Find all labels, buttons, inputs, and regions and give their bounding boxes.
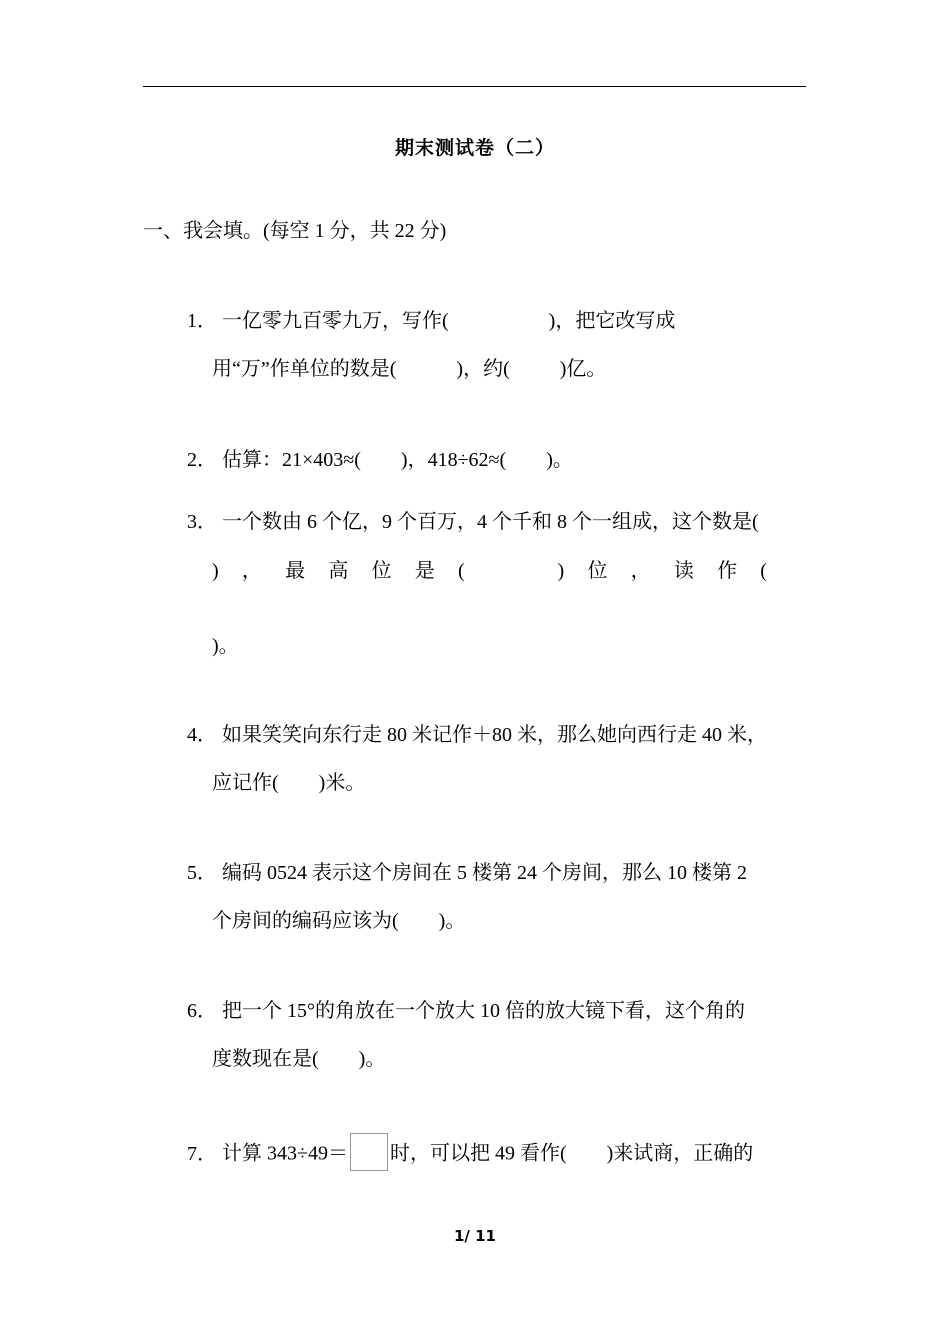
question-3-end: )。 xyxy=(212,635,239,657)
spread-token: 位 xyxy=(371,560,392,582)
question-3-continuation xyxy=(212,558,767,584)
page-number: 1/ 11 xyxy=(453,1227,496,1245)
question-5-continuation: 个房间的编码应该为( )。 xyxy=(212,910,466,932)
question-2 xyxy=(177,421,573,473)
question-7 xyxy=(177,1110,753,1174)
spread-token: 作 xyxy=(717,560,738,582)
question-number: 4． xyxy=(187,724,217,746)
question-number: 7． xyxy=(187,1142,217,1165)
top-rule xyxy=(143,86,806,87)
spread-token: 最 xyxy=(285,560,306,582)
spread-token: ) xyxy=(557,560,565,582)
question-text: 计算 343÷49＝ xyxy=(222,1142,348,1165)
spread-token: ( xyxy=(760,560,767,582)
answer-box[interactable] xyxy=(350,1133,388,1171)
question-number: 5． xyxy=(187,862,217,884)
question-6-continuation: 度数现在是( )。 xyxy=(212,1048,386,1070)
spread-token: ( xyxy=(457,560,465,582)
question-text: 一亿零九百零九万，写作( )，把它改写成 xyxy=(222,310,676,332)
question-text: 把一个 15°的角放在一个放大 10 倍的放大镜下看，这个角的 xyxy=(222,1000,745,1022)
question-text: 一个数由 6 个亿，9 个百万，4 个千和 8 个一组成，这个数是( xyxy=(222,511,759,533)
question-text: 时，可以把 49 看作( )来试商，正确的 xyxy=(389,1142,754,1165)
question-1-continuation: 用“万”作单位的数是( )，约( )亿。 xyxy=(212,358,607,380)
section-heading: 一、我会填。(每空 1 分，共 22 分) xyxy=(143,220,447,242)
page-title: 期末测试卷（二） xyxy=(394,137,555,159)
question-number: 6． xyxy=(187,1000,217,1022)
question-4 xyxy=(177,696,767,748)
spread-token: 是 xyxy=(414,560,435,582)
spread-token: 读 xyxy=(673,560,694,582)
question-text: 如果笑笑向东行走 80 米记作＋80 米，那么她向西行走 40 米， xyxy=(222,724,767,746)
spread-token: ， xyxy=(241,560,262,582)
spread-token: ， xyxy=(630,560,651,582)
question-3 xyxy=(177,483,759,535)
question-number: 1． xyxy=(187,310,217,332)
spread-token: 高 xyxy=(328,560,349,582)
spread-token: ) xyxy=(212,560,219,582)
question-text: 编码 0524 表示这个房间在 5 楼第 24 个房间，那么 10 楼第 2 xyxy=(222,862,747,884)
question-number: 2． xyxy=(187,449,217,471)
question-text: 估算：21×403≈( )，418÷62≈( )。 xyxy=(222,449,573,471)
question-1 xyxy=(177,282,675,334)
question-5 xyxy=(177,834,747,886)
question-4-continuation: 应记作( )米。 xyxy=(212,772,366,794)
question-6 xyxy=(177,972,745,1024)
question-number: 3． xyxy=(187,511,217,533)
spread-token: 位 xyxy=(587,560,608,582)
